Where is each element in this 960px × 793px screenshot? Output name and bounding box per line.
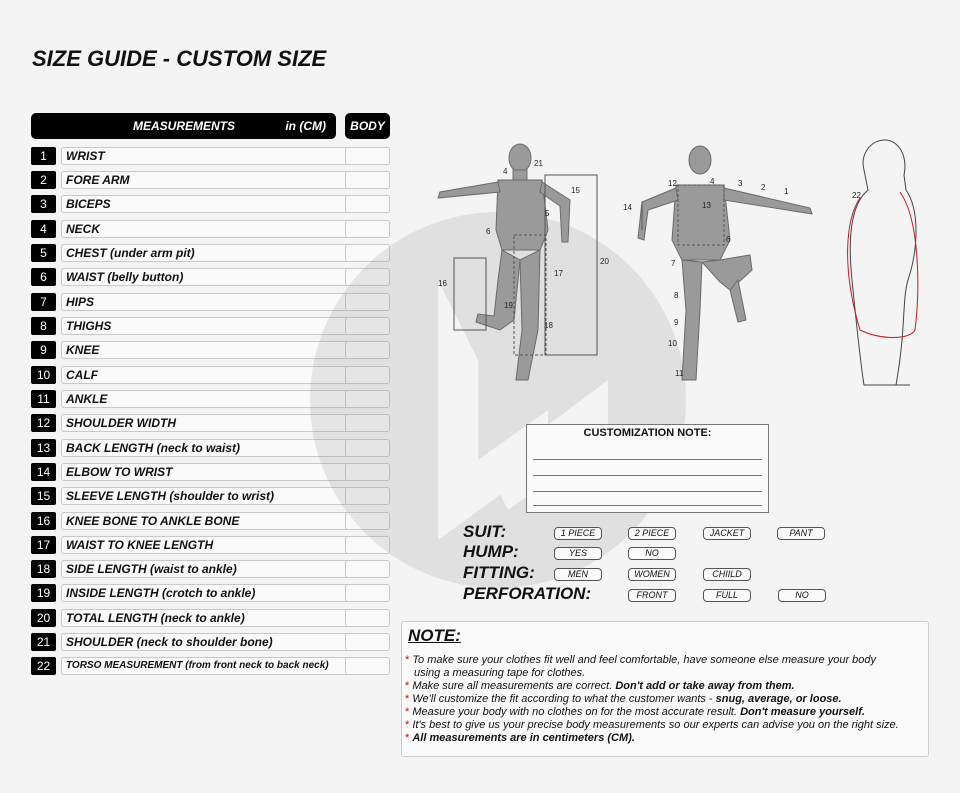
row-number: 12 (31, 414, 56, 432)
measurement-label: TORSO MEASUREMENT (from front neck to back neck) (61, 657, 366, 675)
measurement-label: INSIDE LENGTH (crotch to ankle) (61, 584, 366, 602)
row-number: 17 (31, 536, 56, 554)
note-line[interactable] (533, 459, 762, 460)
diagram-number-label: 6 (726, 235, 731, 244)
suit-option-1-piece[interactable]: 1 PIECE (554, 527, 602, 540)
note-item: * We'll customize the fit according to what the customer wants - snug, average, or loose. (405, 693, 842, 705)
diagram-number-label: 11 (675, 369, 684, 378)
diagram-number-label: 17 (554, 269, 563, 278)
row-number: 22 (31, 657, 56, 675)
diagram-number-label: 18 (544, 321, 553, 330)
row-number: 4 (31, 220, 56, 238)
row-number: 18 (31, 560, 56, 578)
row-number: 13 (31, 439, 56, 457)
measurement-label: KNEE BONE TO ANKLE BONE (61, 512, 366, 530)
note-line[interactable] (533, 475, 762, 476)
row-number: 20 (31, 609, 56, 627)
diagram-number-label: 14 (623, 203, 632, 212)
diagram-number-label: 5 (545, 209, 550, 218)
body-value-field[interactable] (345, 171, 390, 189)
row-number: 16 (31, 512, 56, 530)
row-number: 5 (31, 244, 56, 262)
back-figure (638, 146, 812, 380)
measurement-label: KNEE (61, 341, 366, 359)
measurement-label: SHOULDER (neck to shoulder bone) (61, 633, 366, 651)
measurement-label: WAIST (belly button) (61, 268, 366, 286)
suit-label: SUIT: (463, 522, 507, 541)
measurement-row (31, 609, 391, 627)
measurement-label: TOTAL LENGTH (neck to ankle) (61, 609, 366, 627)
hump-label: HUMP: (463, 542, 519, 561)
measurement-row (31, 171, 391, 189)
note-item: * Measure your body with no clothes on for the most accurate result. Don't measure yourself. (405, 706, 865, 718)
body-measurement-diagram (420, 130, 940, 390)
row-number: 19 (31, 584, 56, 602)
notes-box (401, 621, 929, 757)
fitting-label: FITTING: (463, 563, 535, 582)
suit-option-pant[interactable]: PANT (777, 527, 825, 540)
fitting-option-chiild[interactable]: CHIILD (703, 568, 751, 581)
perforation-option-full[interactable]: FULL (703, 589, 751, 602)
diagram-number-label: 22 (852, 191, 861, 200)
measurement-label: CALF (61, 366, 366, 384)
row-number: 8 (31, 317, 56, 335)
measurement-label: BACK LENGTH (neck to waist) (61, 439, 366, 457)
diagram-number-label: 19 (504, 301, 513, 310)
perforation-label: PERFORATION: (463, 584, 592, 603)
row-number: 2 (31, 171, 56, 189)
diagram-number-label: 10 (668, 339, 677, 348)
row-number: 9 (31, 341, 56, 359)
measurement-label: ELBOW TO WRIST (61, 463, 366, 481)
body-value-field[interactable] (345, 657, 390, 675)
body-value-field[interactable] (345, 609, 390, 627)
suit-option-2-piece[interactable]: 2 PIECE (628, 527, 676, 540)
measurement-label: CHEST (under arm pit) (61, 244, 366, 262)
notes-list (405, 654, 899, 745)
perforation-option-no[interactable]: NO (778, 589, 826, 602)
row-number: 3 (31, 195, 56, 213)
suit-option-jacket[interactable]: JACKET (703, 527, 751, 540)
row-number: 6 (31, 268, 56, 286)
measurement-label: ANKLE (61, 390, 366, 408)
note-item: * It's best to give us your precise body measurements so our experts can advise you on the right size. (405, 719, 899, 731)
row-number: 15 (31, 487, 56, 505)
measurement-row (31, 657, 391, 675)
measurement-label: BICEPS (61, 195, 366, 213)
fitting-option-women[interactable]: WOMEN (628, 568, 676, 581)
row-number: 10 (31, 366, 56, 384)
note-item: * To make sure your clothes fit well and feel comfortable, have someone else measure your body (405, 654, 877, 666)
measurement-row (31, 633, 391, 651)
body-value-field[interactable] (345, 147, 390, 165)
diagram-number-label: 8 (674, 291, 679, 300)
body-value-field[interactable] (345, 633, 390, 651)
diagram-number-label: 20 (600, 257, 609, 266)
measurement-label: THIGHS (61, 317, 366, 335)
note-item: * All measurements are in centimeters (CM). (405, 732, 635, 744)
measurement-label: NECK (61, 220, 366, 238)
diagram-number-label: 21 (534, 159, 543, 168)
diagram-number-label: 4 (503, 167, 508, 176)
note-line[interactable] (533, 491, 762, 492)
diagram-number-label: 2 (761, 183, 766, 192)
diagram-number-label: 6 (486, 227, 491, 236)
diagram-number-label: 4 (710, 177, 715, 186)
measurement-label: WRIST (61, 147, 366, 165)
diagram-number-label: 13 (702, 201, 711, 210)
row-number: 14 (31, 463, 56, 481)
hump-option-no[interactable]: NO (628, 547, 676, 560)
row-number: 1 (31, 147, 56, 165)
row-number: 7 (31, 293, 56, 311)
measurements-header (31, 113, 336, 139)
body-header: BODY (345, 113, 390, 139)
measurements-header-label: MEASUREMENTS (133, 119, 236, 133)
hump-option-yes[interactable]: YES (554, 547, 602, 560)
notes-heading: NOTE: (408, 626, 461, 645)
note-line[interactable] (533, 505, 762, 506)
customization-note-box (526, 424, 769, 513)
diagram-number-label: 3 (738, 179, 743, 188)
measurement-label: SIDE LENGTH (waist to ankle) (61, 560, 366, 578)
note-item: using a measuring tape for clothes. (414, 667, 586, 679)
row-number: 21 (31, 633, 56, 651)
diagram-number-label: 7 (671, 259, 676, 268)
perforation-option-front[interactable]: FRONT (628, 589, 676, 602)
row-number: 11 (31, 390, 56, 408)
measurement-label: WAIST TO KNEE LENGTH (61, 536, 366, 554)
customization-note-title: CUSTOMIZATION NOTE: (583, 427, 712, 439)
front-figure (438, 144, 570, 380)
fitting-option-men[interactable]: MEN (554, 568, 602, 581)
page-title: SIZE GUIDE - CUSTOM SIZE (32, 46, 327, 71)
unit-header-label: in (CM) (285, 119, 326, 133)
measurement-label: FORE ARM (61, 171, 366, 189)
measurement-label: HIPS (61, 293, 366, 311)
diagram-number-label: 9 (674, 318, 679, 327)
measurement-label: SLEEVE LENGTH (shoulder to wrist) (61, 487, 366, 505)
note-item: * Make sure all measurements are correct. Don't add or take away from them. (405, 680, 795, 692)
diagram-number-label: 15 (571, 186, 580, 195)
diagram-number-label: 12 (668, 179, 677, 188)
measurement-label: SHOULDER WIDTH (61, 414, 366, 432)
measurement-row (31, 147, 391, 165)
side-figure (848, 140, 918, 385)
diagram-number-label: 1 (784, 187, 789, 196)
diagram-number-label: 16 (438, 279, 447, 288)
